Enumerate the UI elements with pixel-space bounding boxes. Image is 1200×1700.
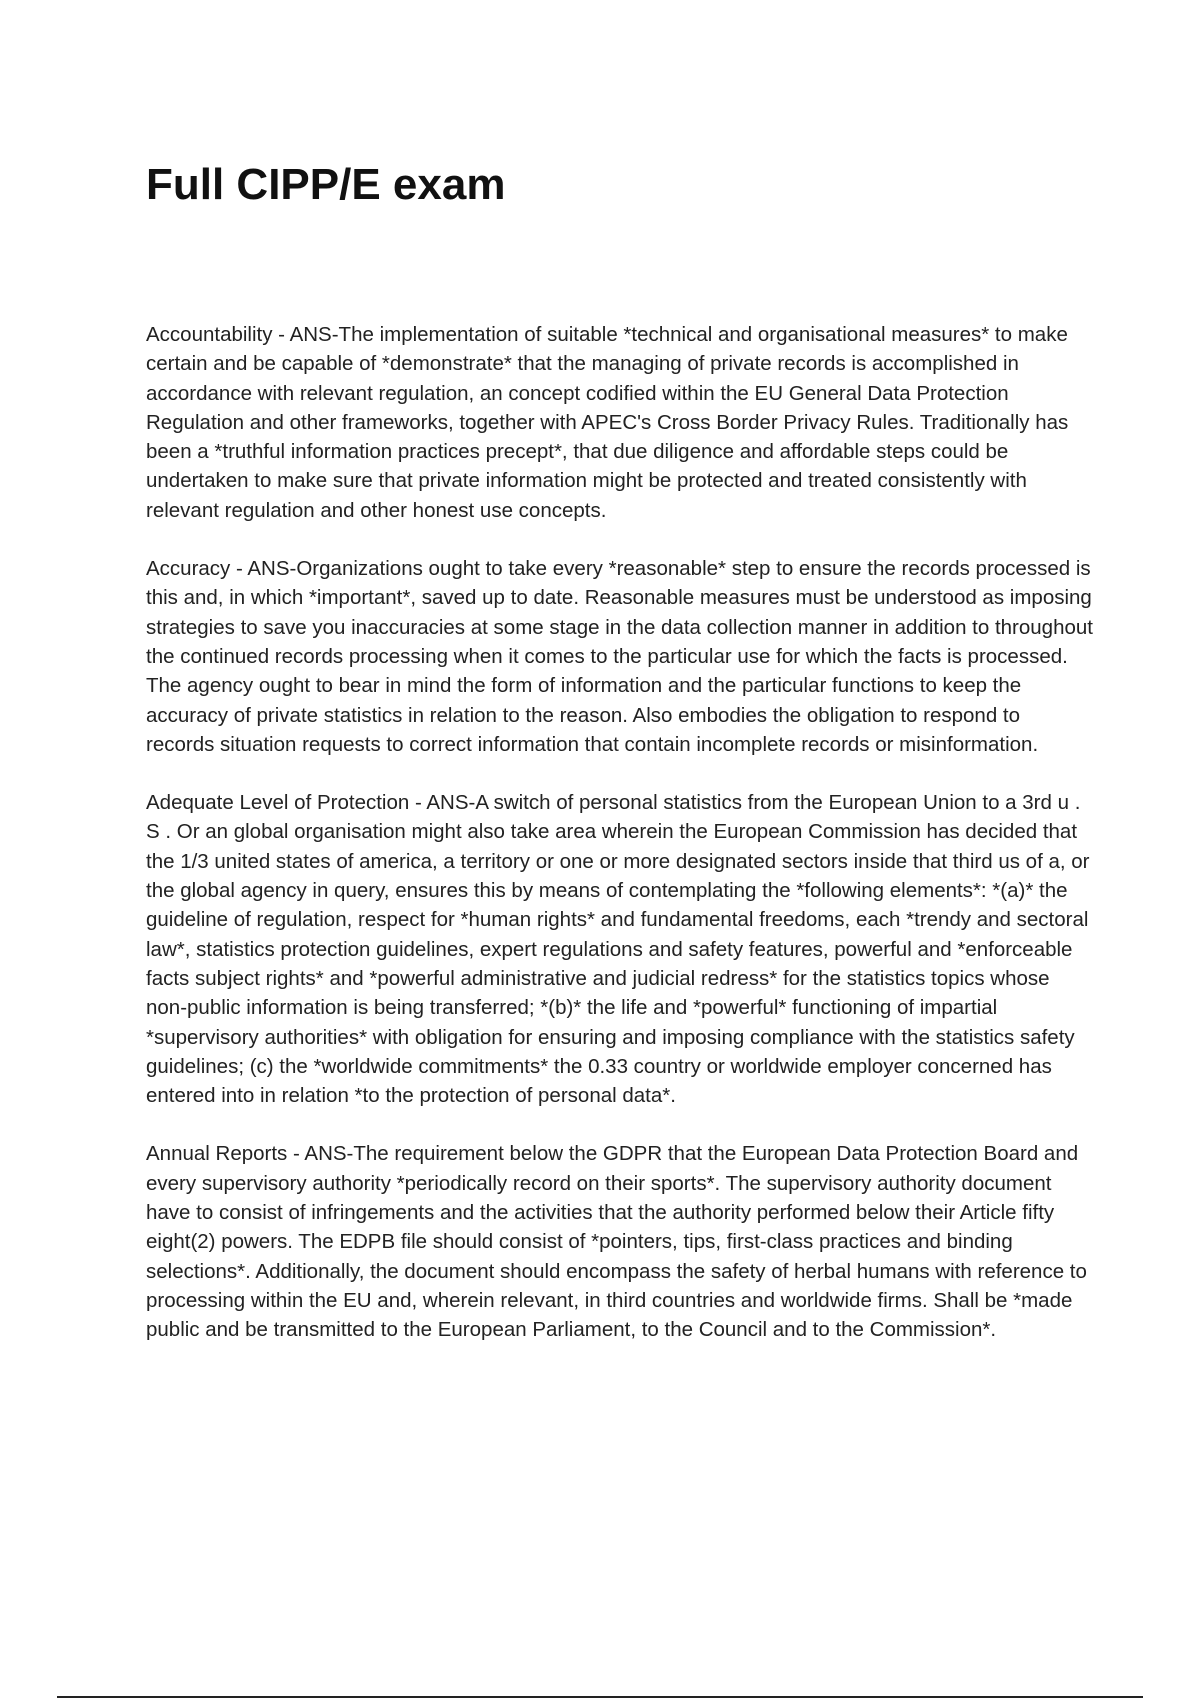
entry-accuracy: Accuracy - ANS-Organizations ought to take every *reasonable* step to ensure the records processed is this and, in which *important*, saved up to date. Reasonable measures must be understood as imposing strategies to save you inaccuracies at some stage in the data collection manner in addition to throughout the continued records processing when it comes to the particular use for which the facts is processed. The agency ought to bear in mind the form of information and the particular functions to keep the accuracy of private statistics in relation to the reason. Also embodies the obligation to respond to records situation requests to correct information that contain incomplete records or misinformation. xyxy=(146,557,1093,756)
page-title: Full CIPP/E exam xyxy=(146,160,506,209)
footer-divider xyxy=(57,1696,1143,1698)
entry-accountability: Accountability - ANS-The implementation of suitable *technical and organisational measures* to make certain and be capable of *demonstrate* that the managing of private records is accomplished in accordance with relevant regulation, an concept codified within the EU General Data Protection Regulation and other frameworks, together with APEC's Cross Border Privacy Rules. Traditionally has been a *truthful information practices precept*, that due diligence and affordable steps could be undertaken to make sure that private information might be protected and treated consistently with relevant regulation and other honest use concepts. xyxy=(146,323,1069,522)
entry-adequate-level-of-protection: Adequate Level of Protection - ANS-A switch of personal statistics from the European Union to a 3rd u . S . Or an global organisation might also take area wherein the European Commission has decided that the 1/3 united states of america, a territory or one or more designated sectors inside that third us of a, or the global agency in query, ensures this by means of contemplating the *following elements*: *(a)* the guideline of regulation, respect for *human rights* and fundamental freedoms, each *trendy and sectoral law*, statistics protection guidelines, expert regulations and safety features, powerful and *enforceable facts subject rights* and *powerful administrative and judicial redress* for the statistics topics whose non-public information is being transferred; *(b)* the life and *powerful* functioning of impartial *supervisory authorities* with obligation for ensuring and imposing compliance with the statistics safety guidelines; (c) the *worldwide commitments* the 0.33 country or worldwide employer concerned has entered into in relation *to the protection of personal data*. xyxy=(146,791,1090,1108)
entry-annual-reports: Annual Reports - ANS-The requirement below the GDPR that the European Data Protection Board and every supervisory authority *periodically record on their sports*. The supervisory authority document have to consist of infringements and the activities that the authority performed below their Article fifty eight(2) powers. The EDPB file should consist of *pointers, tips, first-class practices and binding selections*. Additionally, the document should encompass the safety of herbal humans with reference to processing within the EU and, wherein relevant, in third countries and worldwide firms. Shall be *made public and be transmitted to the European Parliament, to the Council and to the Commission*. xyxy=(146,1142,1087,1342)
document-body xyxy=(146,320,1094,1374)
